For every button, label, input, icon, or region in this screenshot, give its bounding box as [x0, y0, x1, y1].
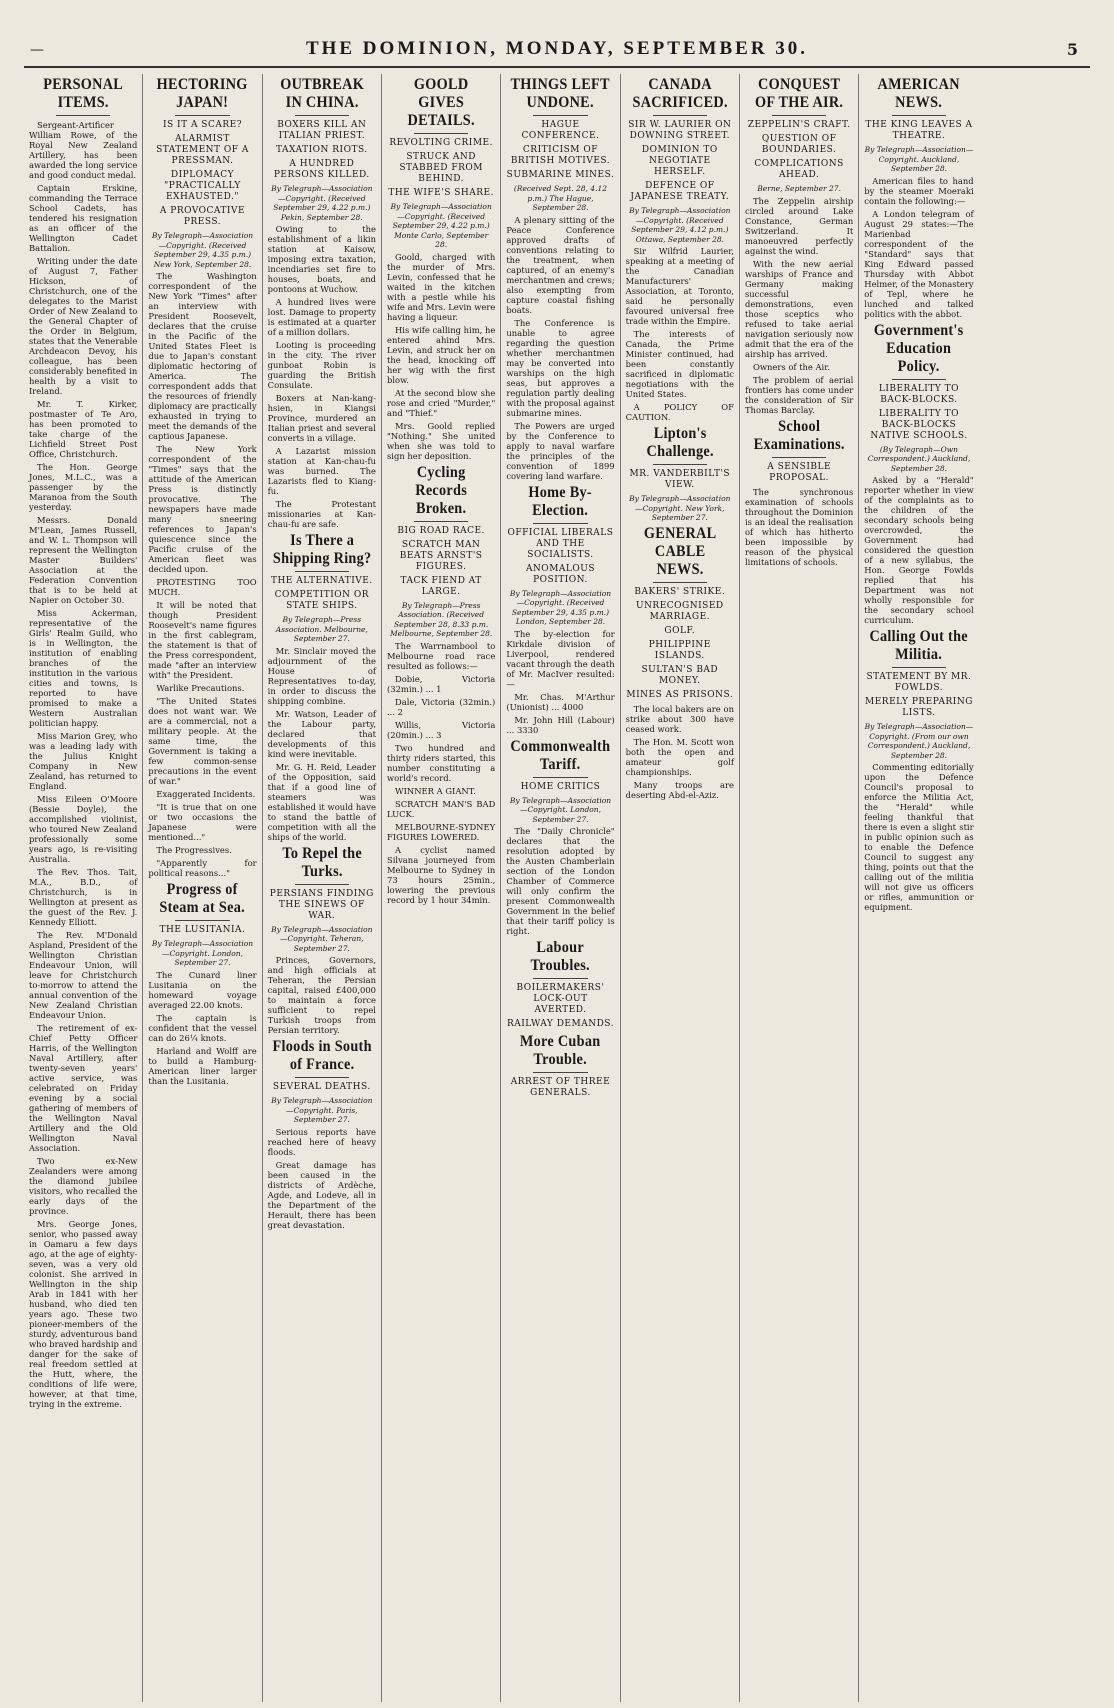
article-subhead: THE KING LEAVES A THEATRE. — [865, 120, 973, 141]
article-headline: GENERAL CABLE NEWS. — [643, 524, 717, 578]
article-dateline: By Telegraph—Association—Copyright. New York, September 27. — [629, 494, 731, 522]
article-dateline: By Telegraph—Association—Copyright. London, September 27. — [151, 939, 254, 967]
article-subhead: COMPLICATIONS AHEAD. — [754, 159, 844, 180]
article-dateline: By Telegraph—Association—Copyright. Teheran, September 27. — [271, 924, 373, 953]
article-paragraph: The Rev. M'Donald Aspland, President of the Wellington Christian Endeavour Union, will leave for Christchurch to-morrow to attend the annual convention of the New Zealand Christian Endeavour Union. — [29, 930, 138, 1020]
article-subhead: DEFENCE OF JAPANESE TREATY. — [630, 181, 730, 202]
article-subhead: ALARMIST STATEMENT OF A PRESSMAN. — [156, 134, 249, 166]
article-subhead: SCRATCH MAN BEATS ARNST'S FIGURES. — [399, 539, 483, 572]
article-dateline: By Telegraph—Association—Copyright. (Received September 29, 4.12 p.m.) Ottawa, September 28. — [629, 206, 731, 244]
article-paragraph: Mr. T. Kirker, postmaster of Te Aro, has been promoted to take charge of the Lichfield Street Post Office, Christchurch. — [29, 399, 138, 459]
column-7 — [740, 74, 859, 1702]
article-paragraph: The by-election for Kirkdale division of Liverpool, rendered vacant through the death of Mr. MacIver resulted:— — [506, 628, 615, 689]
article-headline: More Cuban Trouble. — [520, 1033, 601, 1068]
article-subhead: MERELY PREPARING LISTS. — [865, 697, 973, 718]
article-subhead: BIG ROAD RACE. — [397, 525, 485, 536]
article-paragraph: The Powers are urged by the Conference to apply to naval warfare the principles of the convention of 1899 covering land warfare. — [506, 420, 615, 481]
article-paragraph: Many troops are deserting Abd-el-Aziz. — [625, 779, 734, 800]
article-paragraph: American files to hand by the steamer Moeraki contain the following:— — [864, 175, 974, 206]
article-subhead: OFFICIAL LIBERALS AND THE SOCIALISTS. — [507, 527, 614, 560]
masthead-left-mark: — — [30, 42, 44, 58]
article-paragraph: The New York correspondent of the "Times" says that the attitude of the American Press is distinctly provocative. The newspapers have made many sneering references to Japan's quiescence since the Pacific cruise of the American fleet was decided upon. — [148, 444, 257, 574]
article-paragraph: Boxers at Nan-kang-hsien, in Kiangsi Province, murdered an Italian priest and several converts in a village. — [267, 393, 376, 443]
article-dateline: (By Telegraph—Own Correspondent.) Auckland, September 28. — [867, 444, 971, 473]
article-subhead: SIR W. LAURIER ON DOWNING STREET. — [628, 120, 732, 141]
article-subhead: TAXATION RIOTS. — [275, 145, 368, 155]
article-paragraph: The Zeppelin airship circled around Lake Constance, German Switzerland. It manoeuvred perfectly against the wind. — [744, 195, 854, 256]
headline-rule — [175, 920, 229, 921]
article-paragraph: A London telegram of August 29 states:—The Marienbad correspondent of the "Standard" says that King Edward passed Thursday with Abbot Helmer, of the Monastery of Tepl, where he lunched and talked politics with the abbot. — [864, 208, 974, 319]
article-paragraph: The Protestant missionaries at Kan-chau-fu are safe. — [267, 499, 376, 529]
article-subhead: A SENSIBLE PROPOSAL. — [767, 461, 832, 483]
article-subhead: SEVERAL DEATHS. — [272, 1082, 371, 1092]
article-subhead: IS IT A SCARE? — [162, 120, 243, 130]
headline-rule — [533, 978, 587, 979]
article-paragraph: Mr. G. H. Reid, Leader of the Opposition, said that if a good line of steamers was established it would have to stand the battle of competition with all the ships of the world. — [267, 761, 376, 842]
article-paragraph: Goold, charged with the murder of Mrs. Levin, confessed that he waited in the kitchen with a pestle while his wife and Mrs. Levin were having a liqueur. — [386, 251, 496, 322]
article-subhead: BOXERS KILL AN ITALIAN PRIEST. — [277, 120, 367, 141]
article-paragraph: MELBOURNE-SYDNEY FIGURES LOWERED. — [386, 821, 496, 842]
article-subhead: A PROVOCATIVE PRESS. — [159, 206, 246, 227]
article-paragraph: "Apparently for political reasons..." — [148, 858, 257, 878]
headline-rule — [295, 115, 349, 116]
article-paragraph: Warlike Precautions. — [156, 683, 245, 693]
masthead-rule — [24, 66, 1090, 68]
article-subhead: ARREST OF THREE GENERALS. — [510, 1077, 611, 1098]
article-paragraph: Mr. Watson, Leader of the Labour party, declared that developments of this kind were inevitable. — [267, 708, 376, 759]
article-paragraph: Dale, Victoria (32min.) ... 2 — [386, 696, 496, 717]
article-subhead: STRUCK AND STABBED FROM BEHIND. — [399, 152, 483, 184]
article-headline: Commonwealth Tariff. — [510, 737, 611, 773]
column-6 — [621, 74, 740, 1702]
headline-rule — [653, 464, 707, 465]
article-paragraph: Asked by a "Herald" reporter whether in view of the complaints as to the children of the secondary schools being overcrowded, the Government had considered the question of a new syllabus, the Hon. George Fowlds replied that his Department was not wholly responsible for the secondary school curriculum. — [864, 475, 974, 625]
article-paragraph: The Hon. M. Scott won both the open and amateur golf championships. — [625, 736, 734, 777]
column-3 — [263, 74, 382, 1702]
article-paragraph: Mr. Sinclair moved the adjournment of the House of Representatives to-day, in order to discuss the shipping combine. — [267, 645, 376, 706]
article-paragraph: The Hon. George Jones, M.L.C., was a passenger by the Maranoa from the South yesterday. — [29, 462, 138, 512]
article-paragraph: Sergeant-Artificer William Rowe, of the Royal New Zealand Artillery, has been awarded the long service and good conduct medal. — [29, 120, 138, 180]
article-dateline: By Telegraph—Association—Copyright. (Received September 29, 4.22 p.m.) Monte Carlo, September 28. — [390, 202, 492, 249]
article-dateline: By Telegraph—Association—Copyright. Paris, September 27. — [271, 1096, 373, 1124]
article-dateline: By Telegraph—Press Association. Melbourne, September 27. — [275, 615, 368, 643]
article-paragraph: WINNER A GIANT. — [394, 785, 476, 796]
article-headline: HECTORING JAPAN! — [157, 76, 248, 111]
article-headline: Lipton's Challenge. — [646, 425, 714, 460]
article-headline: Cycling Records Broken. — [415, 463, 468, 517]
article-subhead: UNRECOGNISED MARRIAGE. — [635, 600, 724, 622]
headline-rule — [533, 1072, 587, 1073]
article-subhead: CRITICISM OF BRITISH MOTIVES. — [510, 145, 611, 166]
article-dateline: By Telegraph—Association—Copyright. (Received September 29, 4.22 p.m.) Pekin, September 28. — [271, 184, 373, 222]
article-paragraph: Willis, Victoria (20min.) ... 3 — [386, 719, 496, 740]
headline-rule — [892, 115, 947, 116]
article-headline: CANADA SACRIFICED. — [632, 76, 728, 111]
headline-rule — [56, 115, 110, 116]
article-paragraph: The Cunard liner Lusitania on the homeward voyage averaged 22.00 knots. — [148, 969, 257, 1010]
article-subhead: TACK FIEND AT LARGE. — [400, 575, 482, 597]
columns — [24, 74, 1098, 1702]
article-dateline: By Telegraph—Association—Copyright. (Received September 29, 4.35 p.m.) New York, September 28. — [151, 231, 254, 269]
article-paragraph: The local bakers are on strike about 300 have ceased work. — [625, 703, 734, 734]
article-headline: Calling Out the Militia. — [869, 628, 969, 663]
article-subhead: THE LUSITANIA. — [159, 925, 246, 935]
headline-rule — [295, 571, 349, 572]
article-headline: CONQUEST OF THE AIR. — [755, 76, 844, 111]
page-number: 5 — [1066, 40, 1078, 59]
article-paragraph: It will be noted that though President Roosevelt's name figures in the first cablegram, the statement is that of the Press correspondent, made "after an interview with" the President. — [148, 600, 257, 680]
article-subhead: SULTAN'S BAD MONEY. — [641, 664, 719, 686]
article-headline: Floods in South of France. — [272, 1038, 372, 1073]
article-paragraph: The interests of Canada, the Prime Minister continued, had been constantly sacrificed in diplomatic negotiations with the United States. — [625, 329, 734, 399]
article-paragraph: Miss Ackerman, representative of the Girls' Realm Guild, who is in Wellington, the institution of enabling branches of the institution in the various cities and towns, is reported to have promised to make a Western Australian politician happy. — [29, 608, 138, 728]
article-dateline: By Telegraph—Press Association. (Received September 28, 8.33 p.m. Melbourne, September 28. — [389, 600, 493, 638]
article-paragraph: The problem of aerial frontiers has come under the consideration of Sir Thomas Barclay. — [744, 374, 854, 415]
article-paragraph: Princes, Governors, and high officials at Teheran, the Persian capital, raised £400,000 to maintain a force sufficient to repel Turkish troops from Persian territory. — [267, 955, 376, 1035]
article-dateline: (Received Sept. 28, 4.12 p.m.) The Hague, September 28. — [513, 184, 608, 212]
article-paragraph: Harland and Wolff are to build a Hamburg-American liner larger than the Lusitania. — [148, 1045, 257, 1086]
headline-rule — [533, 523, 587, 524]
article-subhead: REVOLTING CRIME. — [389, 138, 493, 148]
article-headline: Home By-Election. — [528, 483, 593, 519]
column-8 — [859, 74, 978, 1702]
article-paragraph: Two ex-New Zealanders were among the diamond jubilee visitors, who recalled the early days of the province. — [29, 1156, 138, 1216]
article-dateline: By Telegraph—Association—Copyright. (From our own Correspondent.) Auckland, September 28. — [864, 722, 974, 760]
article-subhead: DIPLOMACY "PRACTICALLY EXHAUSTED." — [164, 170, 241, 202]
article-paragraph: Mr. Chas. M'Arthur (Unionist) ... 4000 — [506, 691, 615, 712]
article-headline: School Examinations. — [753, 417, 845, 453]
article-subhead: A HUNDRED PERSONS KILLED. — [273, 159, 370, 180]
article-subhead: RAILWAY DEMANDS. — [506, 1019, 614, 1029]
article-paragraph: Two hundred and thirty riders started, this number constituting a world's record. — [386, 742, 496, 783]
article-paragraph: The captain is confident that the vessel can do 26¼ knots. — [148, 1012, 257, 1043]
article-paragraph: The synchronous examination of schools throughout the Dominion is an ideal the realisation of which has hitherto been impossible by reason of the physical limitations of schools. — [744, 486, 854, 567]
article-paragraph: Captain Erskine, commanding the Terrace School Cadets, has tendered his resignation as an officer of the Wellington Cadet Battalion. — [29, 183, 138, 253]
article-subhead: THE WIFE'S SHARE. — [388, 188, 494, 198]
article-paragraph: Miss Marion Grey, who was a leading lady with the Julius Knight Company in New Zealand, has returned to England. — [29, 731, 138, 791]
article-paragraph: Dobie, Victoria (32min.) ... 1 — [386, 673, 496, 694]
article-subhead: BOILERMAKERS' LOCK-OUT AVERTED. — [516, 983, 605, 1015]
article-paragraph: The Conference is unable to agree regarding the question whether merchantmen may be converted into warships on the high seas, but approves a regulation partly dealing with the proposal against submarine mines. — [506, 317, 615, 418]
article-subhead: DOMINION TO NEGOTIATE HERSELF. — [641, 145, 718, 177]
article-headline: Is There a Shipping Ring? — [272, 532, 372, 567]
article-paragraph: Writing under the date of August 7, Father Hickson, of Christchurch, one of the delegates to the Marist Order of New Zealand to the General Chapter of the Order in Belgium, states that the Venerable Archdeacon Devoy, his colleague, has been considerably benefited in health by a visit to Ireland. — [29, 256, 138, 396]
headline-rule — [653, 582, 707, 583]
article-paragraph: PROTESTING TOO MUCH. — [148, 577, 257, 597]
article-paragraph: The retirement of ex-Chief Petty Officer Harris, of the Wellington Naval Artillery, after twenty-seven years' active service, was celebrated on Friday evening by a social gathering of members of the Wellington Naval Artillery and the Old Wellington Naval Association. — [29, 1023, 138, 1153]
article-paragraph: Owing to the establishment of a likin station at Kaisow, imposing extra taxation, incendiaries set fire to houses, boats, and pontoons at Wuchow. — [267, 224, 376, 294]
headline-rule — [533, 777, 587, 778]
article-headline: Government's Education Policy. — [874, 321, 964, 375]
article-subhead: SUBMARINE MINES. — [506, 170, 615, 180]
article-subhead: GOLF. — [664, 625, 696, 636]
article-subhead: PHILIPPINE ISLANDS. — [648, 639, 711, 661]
article-headline: To Repel the Turks. — [281, 844, 362, 880]
article-headline: Progress of Steam at Sea. — [159, 881, 246, 916]
article-subhead: QUESTION OF BOUNDARIES. — [761, 134, 837, 155]
article-subhead: BAKERS' STRIKE. — [634, 586, 726, 597]
article-paragraph: A cyclist named Silvana journeyed from Melbourne to Sydney in 73 hours 25min., lowering the previous record by 1 hour 34min. — [386, 844, 496, 905]
headline-rule — [175, 115, 229, 116]
article-subhead: MINES AS PRISONS. — [626, 689, 734, 700]
column-4 — [382, 74, 501, 1702]
article-headline: THINGS LEFT UNDONE. — [510, 76, 611, 111]
article-paragraph: A plenary sitting of the Peace Conference approved drafts of conventions relating to the treatment, when captured, of an enemy's merchantmen and crews; also exempting from capture coastal fishing boats. — [506, 214, 615, 315]
article-paragraph: The "Daily Chronicle" declares that the resolution adopted by the Austen Chamberlain section of the London Chamber of Commerce will only confirm the present Commonwealth Government in the belief that their tariff policy is right. — [506, 826, 615, 936]
article-paragraph: Messrs. Donald M'Lean, James Russell, and W. L. Thompson will represent the Wellington Master Builders' Association at the Federation Convention that is to be held at Napier on October 30. — [29, 515, 138, 605]
column-1 — [24, 74, 143, 1702]
headline-rule — [414, 521, 468, 522]
article-headline: GOOLD GIVES DETAILS. — [407, 76, 475, 129]
article-paragraph: The Progressives. — [156, 845, 232, 855]
article-subhead: STATEMENT BY MR. FOWLDS. — [866, 672, 972, 693]
article-paragraph: With the new aerial warships of France and Germany making successful demonstrations, even those sceptics who refused to take aerial navigation seriously now admit that the era of the airship has arrived. — [744, 258, 854, 359]
article-paragraph: Serious reports have reached here of heavy floods. — [267, 1126, 376, 1157]
article-paragraph: The Rev. Thos. Tait, M.A., B.D., of Christchurch, is in Wellington at present as the guest of the Rev. J. Kennedy Elliott. — [29, 867, 138, 927]
article-subhead: THE ALTERNATIVE. — [270, 576, 373, 586]
headline-rule — [892, 667, 947, 668]
article-paragraph: Sir Wilfrid Laurier, speaking at a meeting of the Canadian Manufacturers' Association, at Toronto, said he personally favoured universal free trade within the Empire. — [625, 246, 734, 326]
article-paragraph: Owners of the Air. — [752, 361, 830, 372]
headline-rule — [772, 115, 826, 116]
article-headline: OUTBREAK IN CHINA. — [279, 76, 364, 111]
article-subhead: ZEPPELIN'S CRAFT. — [747, 120, 851, 130]
article-subhead: ANOMALOUS POSITION. — [525, 563, 596, 585]
column-2 — [143, 74, 262, 1702]
article-paragraph: Looting is proceeding in the city. The river gunboat Robin is guarding the British Consulate. — [267, 340, 376, 390]
article-headline: PERSONAL ITEMS. — [43, 76, 124, 111]
headline-rule — [772, 457, 826, 458]
article-headline: Labour Troubles. — [530, 939, 591, 974]
headline-rule — [295, 884, 349, 885]
article-paragraph: Mrs. Goold replied "Nothing." She united when she was told to sign her deposition. — [386, 420, 496, 461]
article-paragraph: At the second blow she rose and cried "Murder," and "Thief." — [386, 387, 496, 418]
article-paragraph: Mr. John Hill (Labour) ... 3330 — [506, 714, 615, 735]
headline-rule — [295, 1077, 349, 1078]
article-dateline: By Telegraph—Association—Copyright. London, September 27. — [509, 795, 612, 824]
article-subhead: COMPETITION OR STATE SHIPS. — [274, 590, 370, 611]
masthead-title: THE DOMINION, MONDAY, SEPTEMBER 30. — [305, 38, 809, 59]
article-subhead: LIBERALITY TO BACK-BLOCKS NATIVE SCHOOLS. — [870, 408, 968, 441]
headline-rule — [653, 115, 707, 116]
article-paragraph: A POLICY OF CAUTION. — [625, 402, 734, 422]
headline-rule — [533, 115, 587, 116]
article-paragraph: "It is true that on one or two occasions the Japanese were mentioned..." — [148, 802, 257, 842]
article-subhead: LIBERALITY TO BACK-BLOCKS. — [878, 383, 960, 405]
column-5 — [501, 74, 620, 1702]
article-paragraph: Exaggerated Incidents. — [156, 789, 256, 799]
article-paragraph: The Warrnambool to Melbourne road race resulted as follows:— — [386, 640, 496, 671]
article-paragraph: His wife calling him, he entered ahind Mrs. Levin, and struck her on the head, knocking off her wig with the first blow. — [386, 324, 496, 385]
article-subhead: PERSIANS FINDING THE SINEWS OF WAR. — [269, 888, 374, 921]
masthead — [0, 0, 1114, 72]
article-dateline: Berne, September 27. — [757, 184, 841, 193]
article-paragraph: Mrs. George Jones, senior, who passed away in Oamaru a few days ago, at the age of eighty-seven, was a very old colonist. She arrived in Wellington in the ship Arab in 1841 with her husband, who died ten years ago. These two pioneer-members of the sturdy, adventurous band who braved hardship and danger for the sake of real freedom settled at the Hutt, where, the conditions of life were, however, at that time, trying in the extreme. — [29, 1219, 138, 1409]
article-paragraph: "The United States does not want war. We are a commercial, not a military people. At the same time, the Government is taking a few common-sense precautions in the event of war." — [148, 696, 257, 786]
headline-rule — [414, 133, 468, 134]
article-subhead: MR. VANDERBILT'S VIEW. — [629, 469, 731, 490]
article-paragraph: A Lazarist mission station at Kan-chau-fu was burned. The Lazarists fled to Kiang-fu. — [267, 446, 376, 496]
headline-rule — [892, 379, 947, 380]
article-paragraph: Commenting editorially upon the Defence Council's proposal to enforce the Militia Act, the "Herald" while feeling thankful that there is even a slight stir in public opinion such as to enable the Defence Council to suggest any thing, points out that the calling out of the militia will not give us officers or rifles, ammunition or equipment. — [864, 762, 974, 912]
article-paragraph: Miss Eileen O'Moore (Bessie Doyle), the accomplished violinist, who toured New Zealand professionally some years ago, is re-visiting Australia. — [29, 794, 138, 864]
article-headline: AMERICAN NEWS. — [877, 76, 961, 111]
article-dateline: By Telegraph—Association—Copyright. (Received September 29, 4.35 p.m.) London, September 28. — [509, 588, 612, 626]
article-paragraph: A hundred lives were lost. Damage to property is estimated at a quarter of a million dollars. — [267, 297, 376, 337]
article-subhead: HOME CRITICS — [520, 781, 601, 792]
article-subhead: HAGUE CONFERENCE. — [521, 120, 600, 141]
article-paragraph: SCRATCH MAN'S BAD LUCK. — [386, 798, 496, 819]
article-dateline: By Telegraph—Association—Copyright. Auckland, September 28. — [864, 145, 974, 173]
article-paragraph: The Washington correspondent of the New York "Times" after an interview with President Roosevelt, declares that the cruise in the Pacific of the United States Fleet is due to Japan's constant diplomatic hectoring of America. The correspondent adds that the resources of friendly diplomacy are practically exhausted in trying to meet the demands of the captious Japanese. — [148, 271, 257, 441]
article-paragraph: Great damage has been caused in the districts of Ardèche, Agde, and Lodeve, all in the Department of the Herault, there has been great devastation. — [267, 1159, 376, 1230]
